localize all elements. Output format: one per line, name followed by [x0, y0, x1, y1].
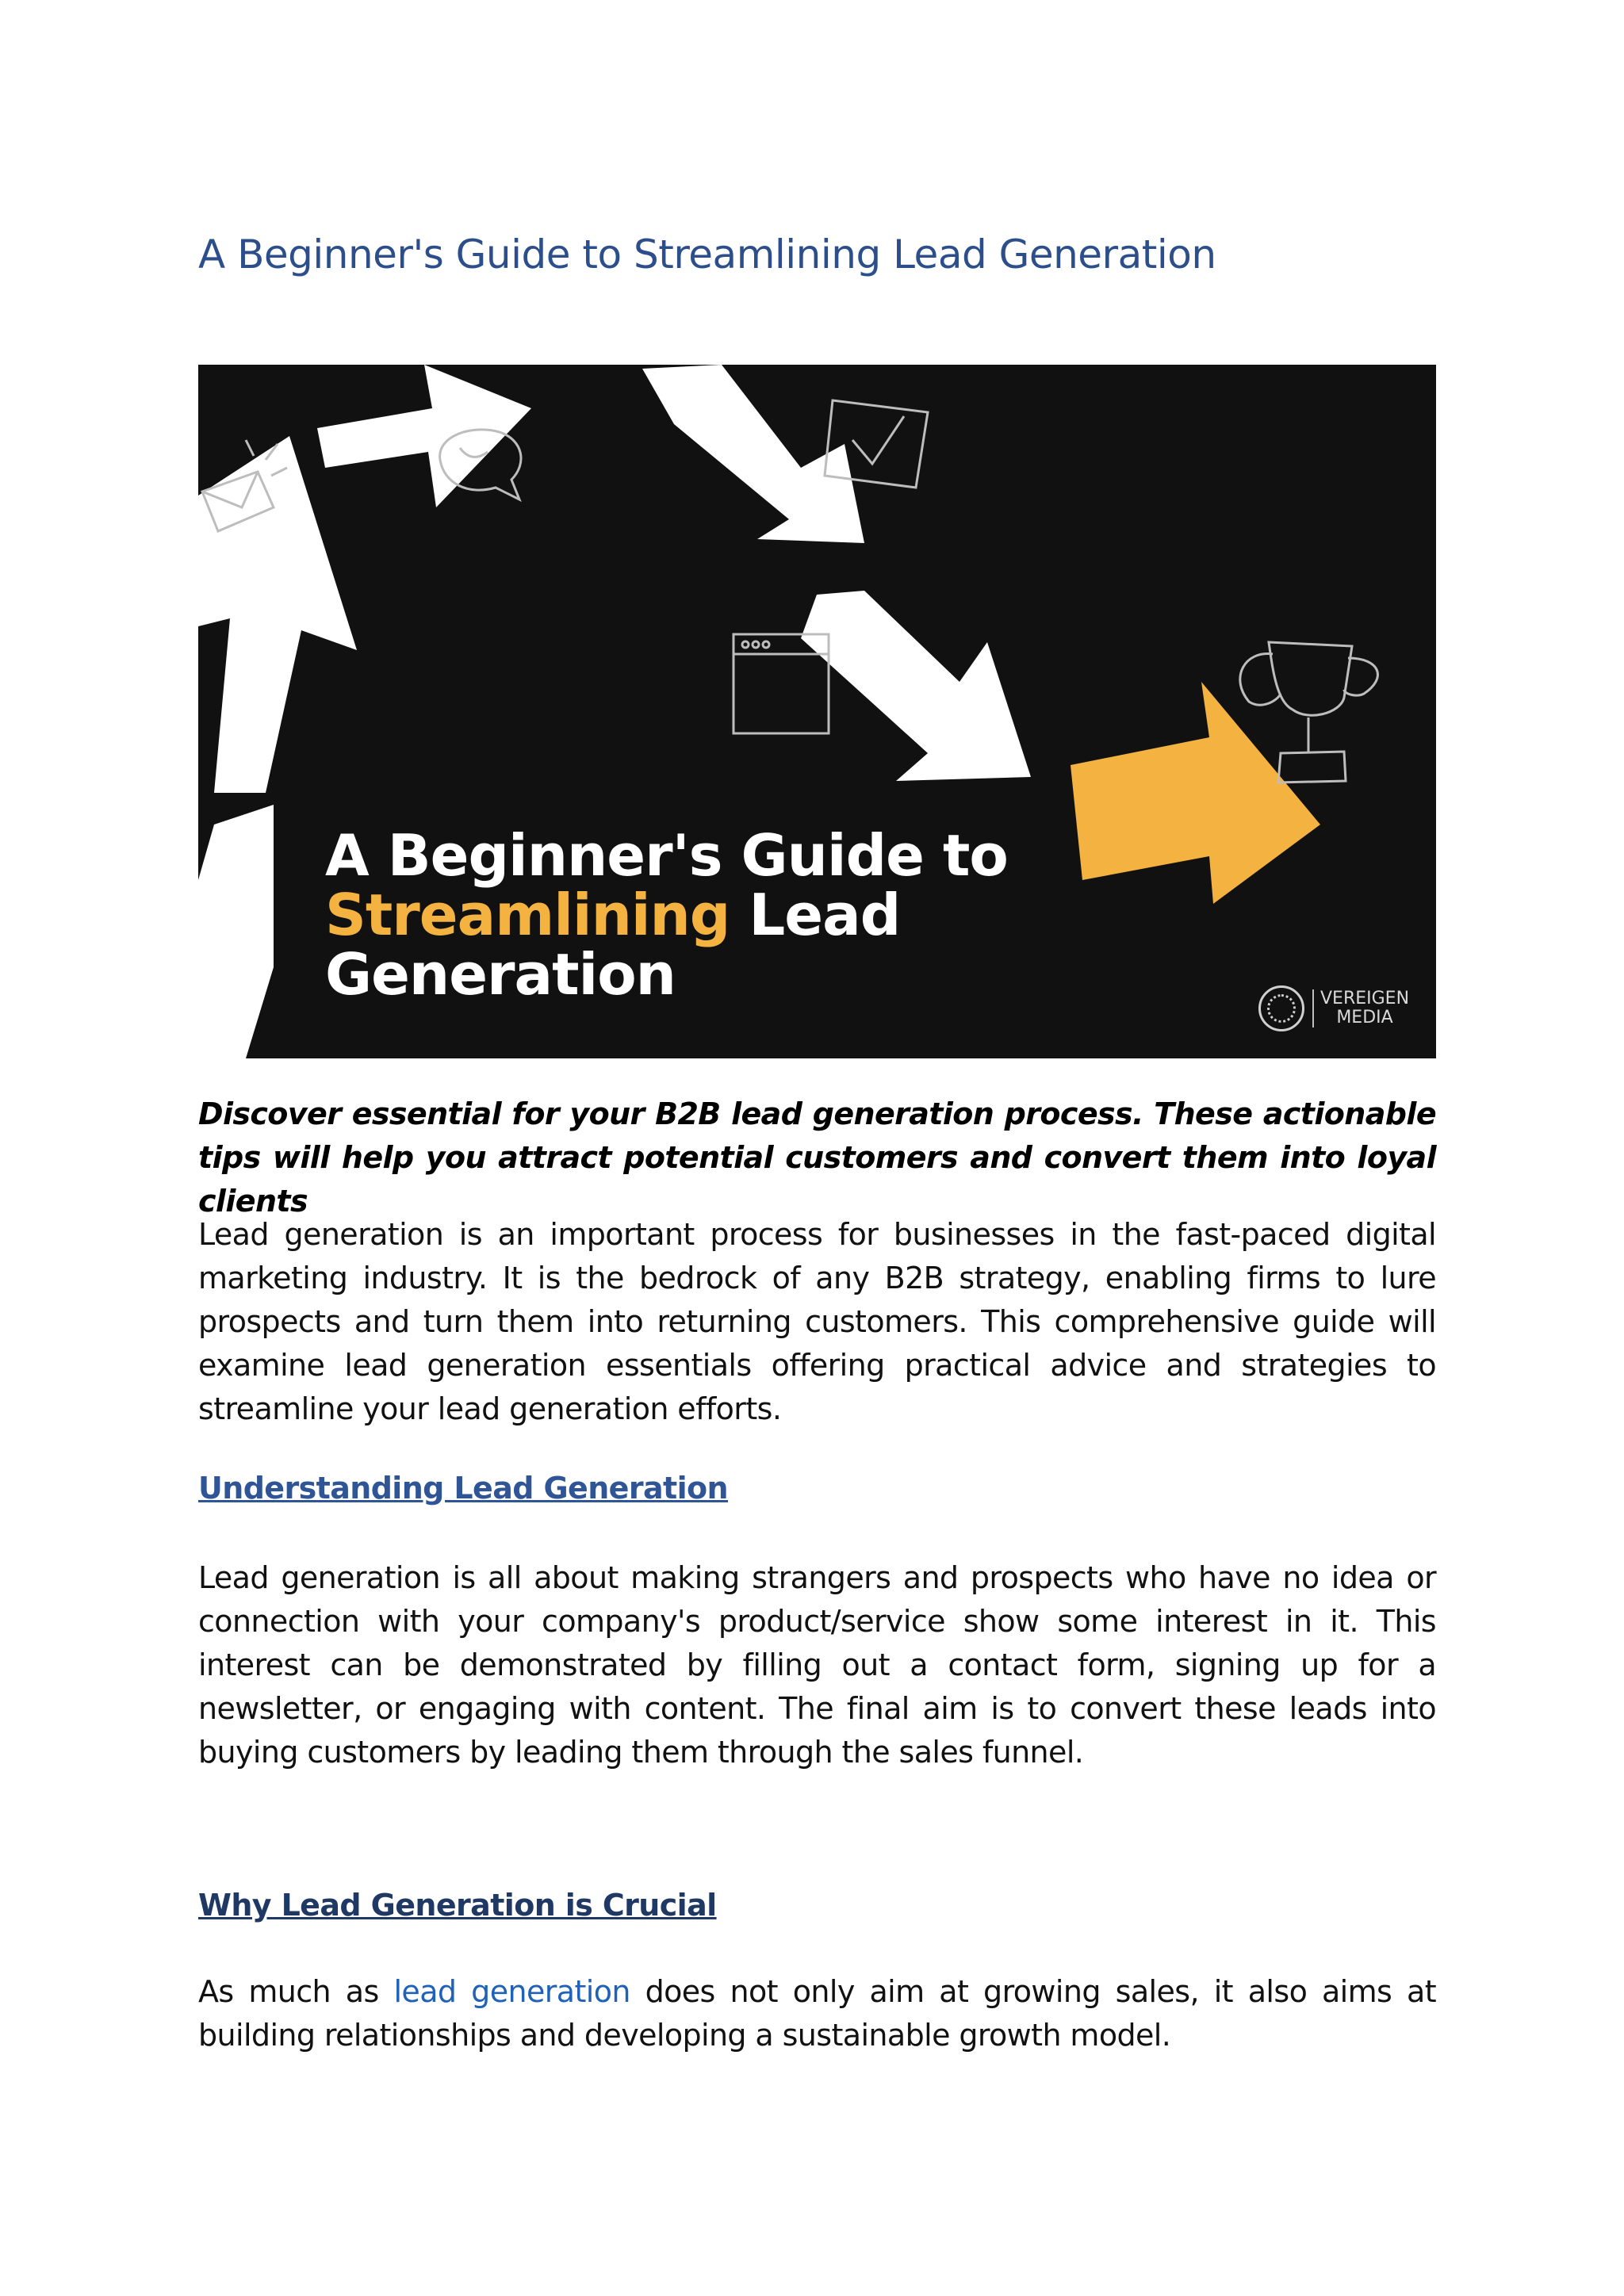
arrow-icon [1071, 682, 1320, 904]
lead-generation-link[interactable]: lead generation [393, 1974, 630, 2009]
intro-paragraph: Lead generation is an important process for businesses in the fast-paced digital marketing industry. It is the bedrock of any B2B strategy, enabling firms to lure prospects and turn them into returning customers. This comprehensive guide will examine lead generation essentials offering practical advice and strategies to streamline your lead generation efforts. [198, 1217, 1436, 1426]
arrow-icon [198, 805, 274, 1058]
section-paragraph-understanding: Lead generation is all about making strangers and prospects who have no idea or connection with your company's product/service show some interest in it. This interest can be demonstrated by filling out a contact form, signing up for a newsletter, or engaging with content. The final aim is to convert these leads into buying customers by leading them through the sales funnel. [198, 1560, 1436, 1770]
lead-summary: Discover essential for your B2B lead generation process. These actionable tips will help you attract potential customers and convert them into loyal clients [198, 1096, 1436, 1219]
arrow-icon [198, 436, 357, 793]
arrow-icon [642, 365, 864, 543]
brand-name [1312, 989, 1409, 1027]
brand-line2: MEDIA [1336, 1008, 1393, 1027]
hero-image [198, 365, 1436, 1058]
section-heading-why-crucial[interactable]: Why Lead Generation is Crucial [198, 1888, 717, 1923]
section-paragraph-why-crucial [198, 1970, 1436, 2057]
arrow-icon [317, 365, 531, 507]
brand-logo [1258, 985, 1409, 1031]
paragraph-text: does not only aim at growing sales, it also aims at building relationships and developing a sustainable growth model. [198, 1974, 1436, 2053]
seal-icon [1258, 985, 1304, 1031]
hero-headline-line2-rest: Lead [730, 882, 901, 948]
hero-headline-accent: Streamlining [325, 882, 730, 948]
arrow-icon [801, 591, 1031, 781]
hero-headline-line1: A Beginner's Guide to [325, 822, 1008, 889]
hero-headline-line2 [325, 882, 1008, 948]
hero-headline [325, 822, 1008, 1008]
hero-headline-line3: Generation [325, 941, 676, 1008]
brand-line1: VEREIGEN [1320, 989, 1410, 1008]
document-title: A Beginner's Guide to Streamlining Lead Generation [198, 232, 1216, 277]
section-heading-understanding[interactable]: Understanding Lead Generation [198, 1471, 728, 1506]
paragraph-text: As much as [198, 1974, 394, 2009]
